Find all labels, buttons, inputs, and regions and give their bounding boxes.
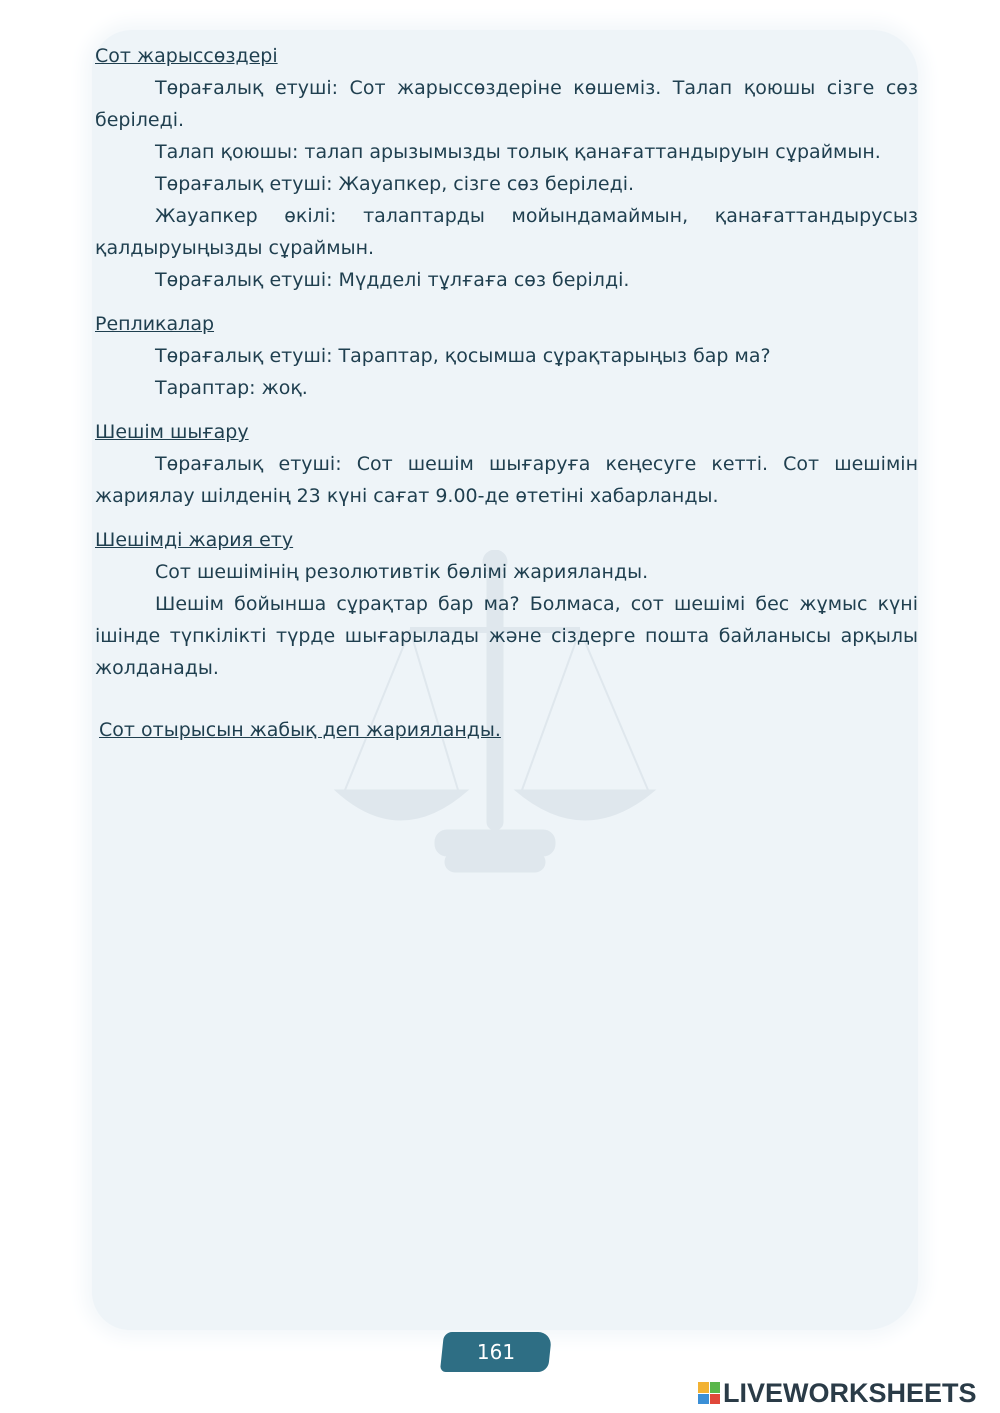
liveworksheets-logo-icon bbox=[698, 1382, 720, 1404]
closing-statement: Сот отырысын жабық деп жарияланды. bbox=[99, 719, 501, 741]
paragraph: Төрағалық етуші: Жауапкер, сізге сөз беріледі. bbox=[155, 173, 635, 195]
section-decision-announcement bbox=[95, 524, 918, 684]
paragraph: Төрағалық етуші: Мүдделі тұлғаға сөз берілді. bbox=[155, 269, 630, 291]
section-replicas bbox=[95, 308, 918, 404]
page-number: 161 bbox=[476, 1340, 516, 1364]
paragraph: Сот шешімінің резолютивтік бөлімі жарияланды. bbox=[155, 561, 649, 583]
paragraph: Шешім бойынша сұрақтар бар ма? Болмаса, сот шешімі бес жұмыс күні ішінде түпкілікті түрде шығарылады және сіздерге пошта байланысы арқылы жолданады. bbox=[95, 593, 918, 679]
document-body bbox=[95, 40, 918, 746]
section-heading: Шешімді жария ету bbox=[95, 529, 294, 551]
section-heading: Сот жарыссөздері bbox=[95, 45, 278, 67]
section-decision-making bbox=[95, 416, 918, 512]
paragraph: Тараптар: жоқ. bbox=[155, 377, 308, 399]
section-heading: Шешім шығару bbox=[95, 421, 249, 443]
brand-footer bbox=[698, 1376, 977, 1410]
paragraph: Төрағалық етуші: Сот жарыссөздеріне көшеміз. Талап қоюшы сізге сөз беріледі. bbox=[95, 77, 918, 131]
paragraph: Төрағалық етуші: Сот шешім шығаруға кеңесуге кетті. Сот шешімін жариялау шілденің 23 күні сағат 9.00-де өтетіні хабарланды. bbox=[95, 453, 918, 507]
section-court-debates bbox=[95, 40, 918, 296]
section-heading: Репликалар bbox=[95, 313, 215, 335]
paragraph: Талап қоюшы: талап арызымызды толық қанағаттандыруын сұраймын. bbox=[155, 141, 881, 163]
brand-name: LIVEWORKSHEETS bbox=[723, 1377, 977, 1408]
paragraph: Жауапкер өкілі: талаптарды мойындамаймын, қанағаттандырусыз қалдыруыңызды сұраймын. bbox=[95, 205, 918, 259]
paragraph: Төрағалық етуші: Тараптар, қосымша сұрақтарыңыз бар ма? bbox=[155, 345, 771, 367]
